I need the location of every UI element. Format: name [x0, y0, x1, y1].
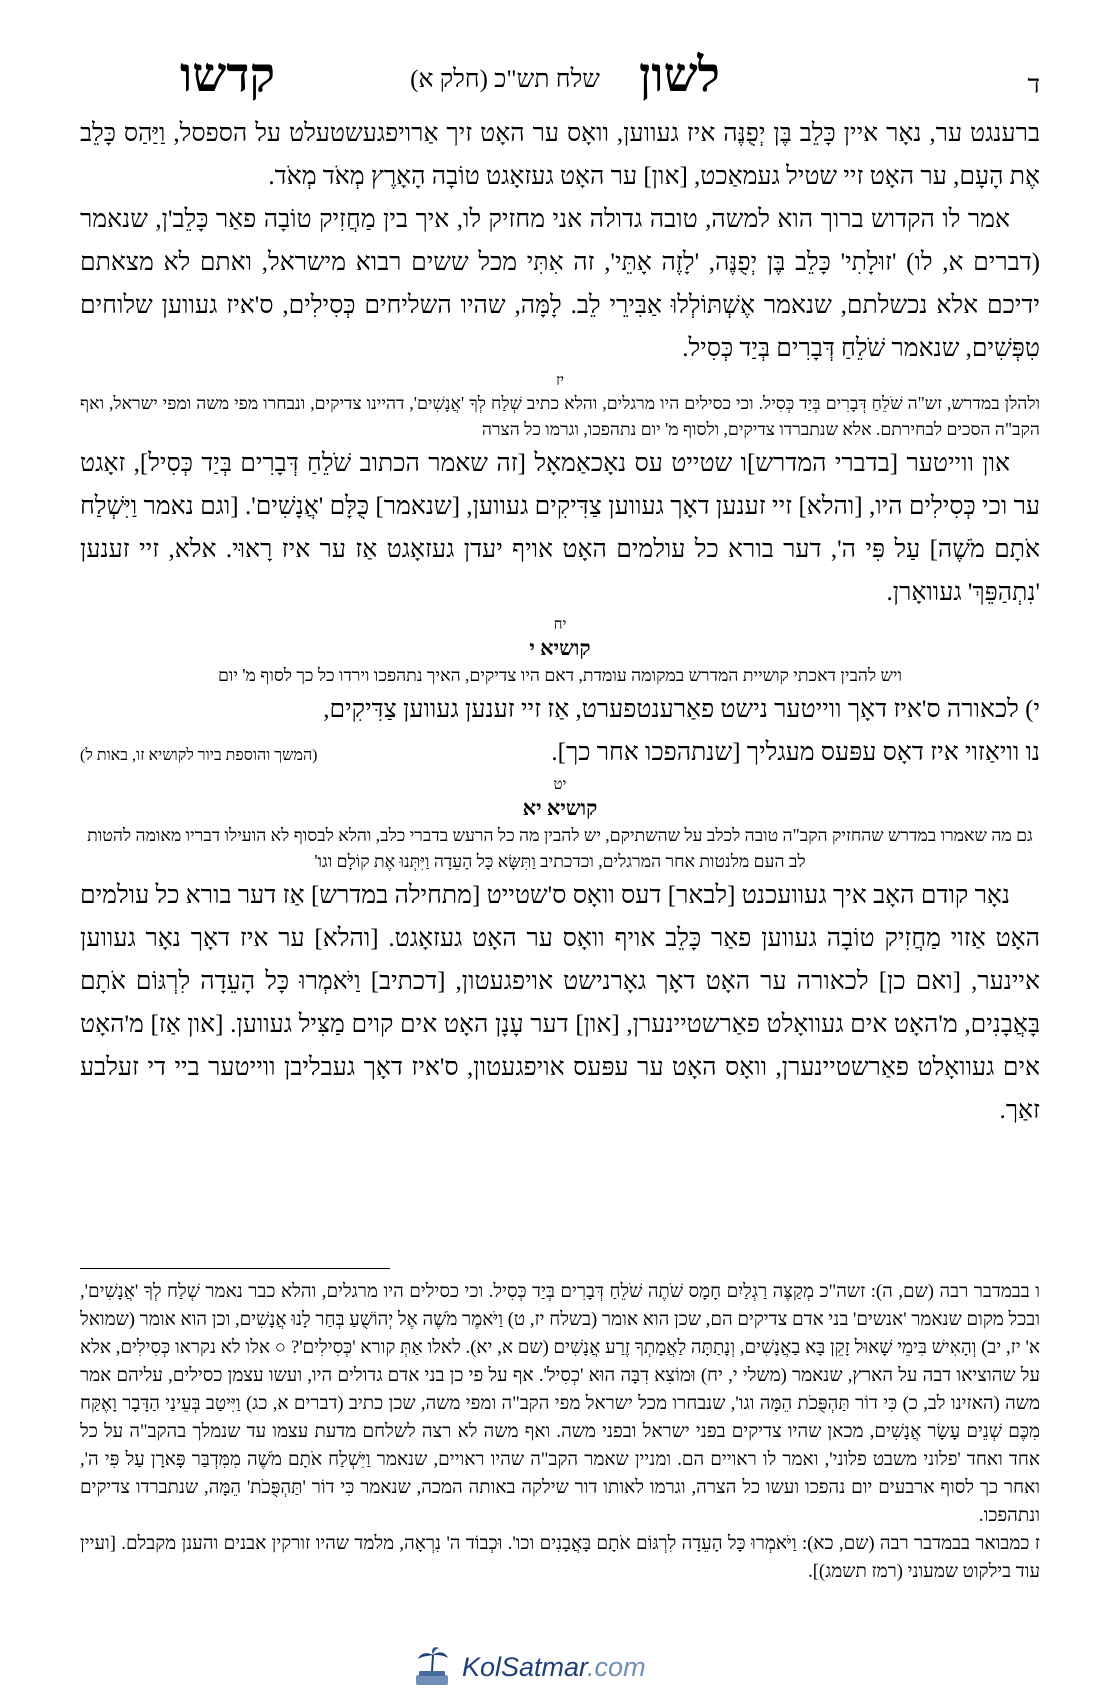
- logo-tld: .com: [587, 1651, 646, 1682]
- main-text: [80, 112, 1040, 1132]
- paragraph-4b: נו וויאַזוי איז דאָס עפּעס מעגליך [שנתהפכו אחר כך].: [551, 739, 1040, 766]
- palm-tree-icon: [410, 1645, 454, 1689]
- kushya-heading: קושיא י: [529, 636, 591, 660]
- page-number: ד: [1027, 70, 1040, 99]
- paragraph-5: נאָר קודם האָב איך געוועכנט [לבאר] דעס וואָס ס'שטייט [מתחילה במדרש] אַז דער בורא כל עולמים האָט אַזוי מַחֲזִיק טוֹבָה געווען פאַר כָּלֵב אויף וואָס ער האָט געזאָגט. [והלא] ער איז דאָך נאָר געווען איינער, [ואם כן] לכאורה ער האָט דאָך גאָרנישט אויפגעטון, [דכתיב] וַיֹּאמְרוּ כָּל הָעֵדָה לִרְגּוֹם אֹתָם בָּאֲבָנִים, מ'האָט אים געוואָלט פאַרשטיינערן, [און] דער עָנָן האָט אים קוים מַצִּיל געווען. [און אַז] מ'האָט אים געוואָלט פאַרשטיינערן, וואָס האָט ער עפּעס אויפגעטון, ס'איז דאָך געבליבן ווייטער ביי די זעלבע זאַך.: [80, 882, 1040, 1124]
- kushya-summary: ויש להבין דאכתי קושיית המדרש במקומה עומדת, דאם היו צדיקים, האיך נתהפכו וירדו כל כך לסוף מ' יום: [218, 665, 902, 685]
- section-number: יח: [553, 617, 567, 633]
- logo-text: [462, 1652, 646, 1683]
- book-title-right: לשון: [639, 49, 720, 102]
- page-header: [60, 48, 1040, 108]
- kushya-heading: קושיא יא: [522, 796, 598, 820]
- paragraph-3: און ווייטער [בדברי המדרש]ו שטייט עס נאָכאַמאָל [זה שאמר הכתוב שֹׁלֵחַ דְּבָרִים בְּיַד כְּסִיל], זאָגט ער וכי כְּסִילִים היו, [והלא] זיי זענען דאָך געווען צַדִּיקִים געווען, [שנאמר] כֻּלָּם 'אֲנָשִׁים'. [וגם נאמר וַיִּשְׁלַח אֹתָם מֹשֶׁה] עַל פִּי ה', דער בורא כל עולמים האָט אויף יעדן געזאָגט אַז ער איז רָאוּי. אלא, זיי זענען 'נִתְהַפֵּךְ' געוואָרן.: [80, 450, 1040, 606]
- section-number: יט: [553, 777, 567, 793]
- book-title-left: קדשו: [180, 49, 276, 102]
- kushya-summary: גם מה שאמרו במדרש שהחזיק הקב"ה טובה לכלב על שהשתיקם, יש להבין מה כל הרעש בדברי כלב, והלא לבסוף לא הועילו דבריו מאומה להטות לב העם מלנטות אחר המרגלים, וכדכתיב וַתִּשָּׂא כָּל הָעֵדָה וַיִּתְּנוּ אֶת קוֹלָם וגו': [87, 825, 1033, 871]
- logo-brand: KolSatmar: [462, 1651, 588, 1682]
- footnotes: [80, 1278, 1040, 1586]
- paragraph-4a: י) לכאורה ס'איז דאָך ווייטער נישט פאַרענטפערט, אַז זיי זענען געווען צַדִּיקִים,: [323, 696, 1040, 723]
- footnote: ו בבמדבר רבה (שם, ה): זשה"כ מְקַצֶּה רַגְלַיִם חָמָס שֹׁתֶה שֹׁלֵחַ דְּבָרִים בְּיַד כְּסִיל. וכי כסילים היו מרגלים, והלא כבר נאמר שְׁלַח לְךָ 'אֲנָשִׁים', ובכל מקום שנאמר 'אנשים' בני אדם צדיקים הם, שכן הוא אומר (בשלח יז, ט) וַיֹּאמֶר מֹשֶׁה אֶל יְהוֹשֻׁעַ בְּחַר לָנוּ אֲנָשִׁים, וכן הוא אומר (שמואל א' יז, יב) וְהָאִישׁ בִּימֵי שָׁאוּל זָקֵן בָּא בַאֲנָשִׁים, וְנָתַתָּה לַאֲמָתְךָ זֶרַע אֲנָשִׁים (שם א, יא). לאלו אַתְּ קורא 'כְּסִילִים'? ○ אלו לא נקראו כְּסִילִים, אלא על שהוציאו דבה על הארץ, שנאמר (משלי י, יח) וּמוֹצִא דִבָּה הוּא 'כְסִיל'. אף על פי כן בני אדם גדולים היו, ועשו עצמן כסילים, עליהם אמר משה (האזינו לב, כ) כִּי דוֹר תַּהְפֻּכֹת הֵמָּה וגו', שנבחרו מכל ישראל מפי הקב"ה ומפי משה, שכן כתיב (דברים א, כג) וַיִּיטַב בְּעֵינַי הַדָּבָר וָאֶקַּח מִכֶּם שְׁנֵים עָשָׂר אֲנָשִׁים, מכאן שהיו צדיקים בפני ישראל ובפני משה. ואף משה לא רצה לשלחם מדעת עצמו עד שנמלך בהקב"ה על כל אחד ואחד 'פלוני משבט פלוני', ואמר לו ראויים הם. ומניין שאמר הקב"ה שהיו ראויים, שנאמר וַיִּשְׁלַח אֹתָם מֹשֶׁה מִמִּדְבַּר פָּארָן עַל פִּי ה', ואחר כך לסוף ארבעים יום נהפכו ועשו כל הצרה, וגרמו לאותו דור שילקה באותה המכה, שנאמר כִּי דוֹר 'תַּהְפֻּכֹת' הֵמָּה, שנתברדו צדיקים ונתהפכו.: [80, 1281, 1040, 1526]
- kolsatmar-logo: [410, 1642, 710, 1692]
- footnote-divider: [80, 1268, 390, 1269]
- parsha-label: שלח תש"כ (חלק א): [410, 66, 600, 93]
- paragraph-1: ברענגט ער, נאָר איין כָּלֵב בֶּן יְפֻנֶּה איז געווען, וואָס ער האָט זיך אַרויפגעשטעלט על הספסל, וַיַּהַס כָּלֵב אֶת הָעָם, ער האָט זיי שטיל געמאַכט, [און] ער האָט געזאָגט טוֹבָה הָאָרֶץ מְאֹד מְאֹד.: [80, 120, 1040, 190]
- paragraph-4b-row: [80, 731, 1040, 774]
- section-number: יז: [555, 373, 565, 389]
- footnote: ז כמבואר בבמדבר רבה (שם, כא): וַיֹּאמְרוּ כָּל הָעֵדָה לִרְגּוֹם אֹתָם בָּאֲבָנִים וכו'. וּכְבוֹד ה' נִרְאָה, מלמד שהיו זורקין אבנים והענן מקבלם. [ועיין עוד בילקוט שמעוני (רמז תשמג)].: [80, 1533, 1040, 1582]
- continuation-note: (המשך והוספת ביור לקושיא זו, באות ל): [80, 747, 318, 764]
- midrash-summary: ולהלן במדרש, זש"ה שֹׁלֵחַ דְּבָרִים בְּיַד כְּסִיל. וכי כסילים היו מרגלים, והלא כתיב שְׁלַח לְךָ 'אֲנָשִׁים', דהיינו צדיקים, ונבחרו מפי משה ומפי ישראל, ואף הקב"ה הסכים לבחירתם. אלא שנתברדו צדיקים, ולסוף מ' יום נתהפכו, וגרמו כל הצרה: [80, 393, 1040, 439]
- paragraph-2: אמר לו הקדוש ברוך הוא למשה, טובה גדולה אני מחזיק לו, איך בין מַחֲזִיק טוֹבָה פאַר כָּלֵב'ן, שנאמר (דברים א, לו) 'זוּלָתִי' כָּלֵב בֶּן יְפֻנֶּה, 'לָזֶה אָתֵּי', זה אִתִּי מכל ששים רבוא מישראל, ואתם לא מצאתם ידיכם אלא נכשלתם, שנאמר אֶשְׁתּוֹלְלוּ אַבִּירֵי לֵב. לָמָּה, שהיו השליחים כְּסִילִים, ס'איז געווען שלוחים טִפְּשִׁים, שנאמר שֹׁלֵחַ דְּבָרִים בְּיַד כְּסִיל.: [80, 206, 1040, 362]
